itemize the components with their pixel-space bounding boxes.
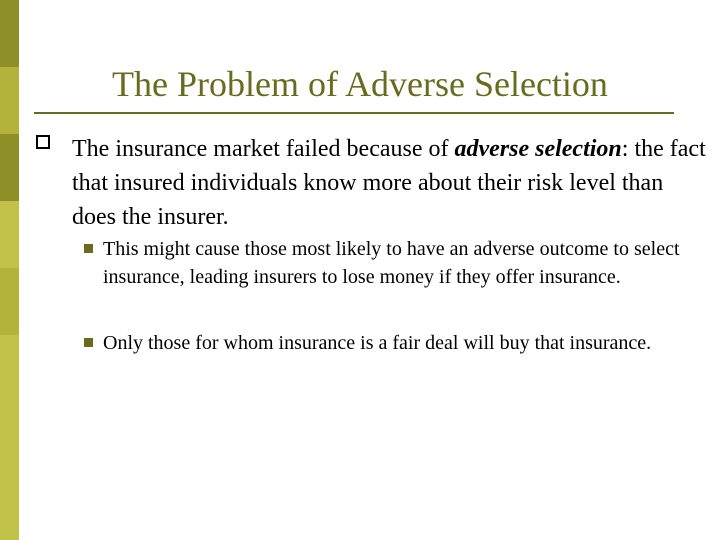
main-bullet-text — [72, 132, 708, 234]
slide-title: The Problem of Adverse Selection — [112, 64, 608, 104]
main-bullet-lead: The insurance market failed because of — [72, 136, 455, 162]
square-bullet-icon — [84, 338, 93, 347]
sub-bullet-text: This might cause those most likely to have an adverse outcome to select insurance, leading insurers to lose money if they offer insurance. — [103, 238, 680, 288]
key-term: adverse selection — [454, 136, 622, 162]
hollow-square-bullet-icon — [36, 135, 50, 149]
sub-bullet-text: Only those for whom insurance is a fair deal will buy that insurance. — [103, 332, 652, 354]
main-bullet-definition: : the fact that insured individuals know more about their risk level than does the insurer. — [72, 136, 706, 230]
square-bullet-icon — [84, 244, 93, 253]
title-divider — [34, 112, 674, 114]
